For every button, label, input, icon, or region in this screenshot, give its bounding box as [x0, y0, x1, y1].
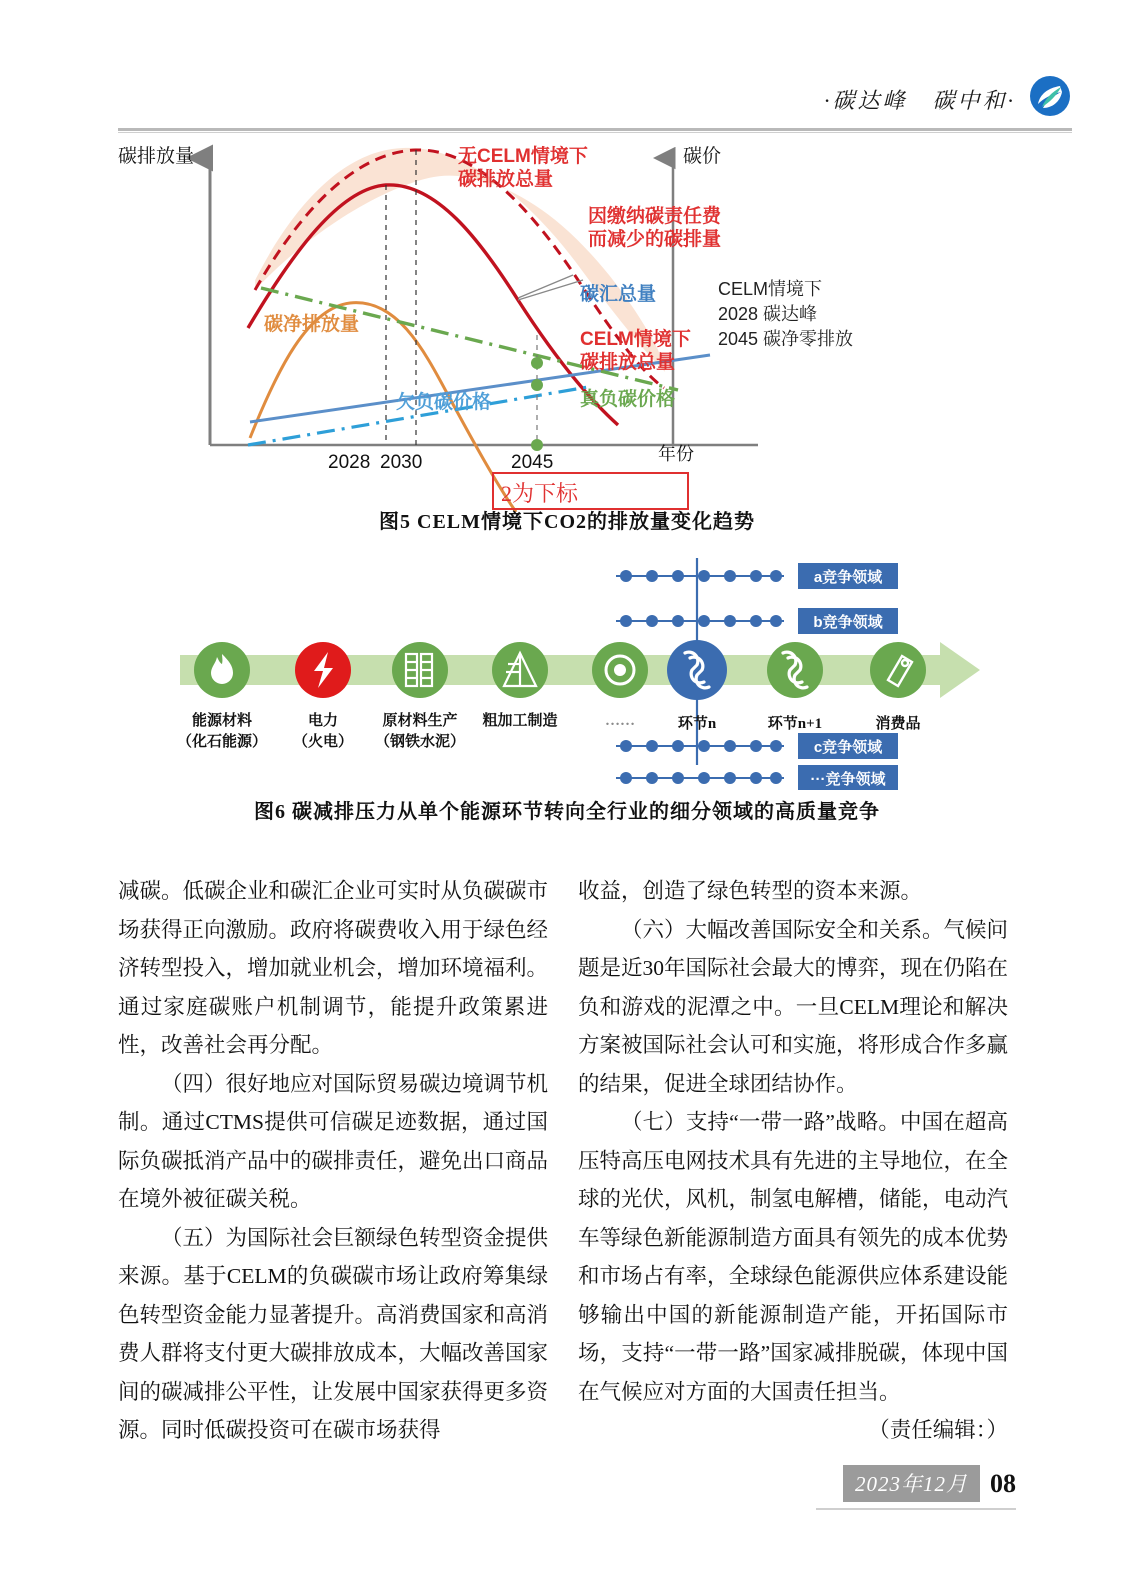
label-reduction-line2: 而减少的碳排量: [588, 229, 722, 250]
editor-note: （责任编辑：）: [868, 1418, 1008, 1442]
label-reduction-line1: 因缴纳碳责任费: [588, 206, 722, 227]
page-number: 08: [990, 1468, 1016, 1498]
chain-label-1-line2: （化石能源）: [176, 734, 268, 750]
label-celm-line1: CELM情境下: [580, 329, 691, 350]
x-tick-2045: 2045: [511, 452, 554, 473]
header-title: ·碳达峰 碳中和·: [823, 88, 1016, 113]
paragraph: （七）支持“一带一路”战略。中国在超高压特高压电网技术具有先进的主导地位，在全球的光伏，风机，制氢电解槽，储能，电动汽车等绿色新能源制造方面具有领先的成本优势和市场占有率，全球绿色能源供应体系建设能够输出中国的新能源制造产能，开拓国际市场，支持“一带一路”国家减排脱碳，体现中国在气候应对方面的大国责任担当。: [578, 1110, 1009, 1404]
badge-c-label: c竞争领域: [813, 739, 883, 756]
label-no-celm-line2: 碳排放总量: [458, 169, 554, 190]
leaf-logo-icon: [1028, 74, 1072, 118]
note-line3: 2045 碳净零排放: [718, 329, 854, 349]
note-line2: 2028 碳达峰: [718, 304, 818, 324]
x-axis-label: 年份: [658, 444, 694, 464]
chain-label-7-line1: 环节n+1: [767, 716, 823, 732]
x-tick-2028: 2028: [328, 452, 371, 473]
note-line1: CELM情境下: [718, 279, 823, 299]
page-header: [0, 78, 1134, 130]
chain-label-3-line2: （钢铁水泥）: [374, 734, 466, 750]
paragraph: （六）大幅改善国际安全和关系。气候问题是近30年国际社会最大的博弈，现在仍陷在负和游戏的泥潭之中。一旦CELM理论和解决方案被国际社会认可和实施，将形成合作多赢的结果，促进全球团结协作。: [578, 917, 1009, 1096]
chain-node-4: [492, 642, 548, 698]
label-no-celm-line1: 无CELM情境下: [458, 146, 588, 167]
chain-label-5-line1: ……: [605, 713, 635, 729]
chain-label-2-line1: 电力: [307, 713, 339, 729]
domain-row-c: [616, 733, 898, 759]
paragraph: 收益，创造了绿色转型的资本来源。: [578, 879, 923, 903]
chain-label-4-line1: 粗加工制造: [482, 713, 558, 729]
chain-label-3-line1: 原材料生产: [382, 713, 458, 729]
footer-divider: [816, 1508, 1016, 1510]
annotation-text: 2为下标: [501, 481, 579, 506]
footer-date: 2023年12月: [843, 1465, 980, 1502]
chain-node-7: [767, 642, 823, 698]
domain-row-d: [616, 765, 898, 790]
annotation-leader: [518, 280, 583, 300]
domain-row-b: [616, 608, 898, 634]
badge-d-label: ···竞争领域: [810, 771, 886, 788]
chain-node-8: [870, 642, 926, 698]
chain-node-1: [194, 642, 250, 698]
figure-5-chart: [118, 140, 1018, 540]
paragraph: （四）很好地应对国际贸易碳边境调节机制。通过CTMS提供可信碳足迹数据，通过国际负碳抵消产品中的碳排责任，避免出口商品在境外被征碳关税。: [118, 1071, 549, 1211]
chain-node-2: [295, 642, 351, 698]
body-column-right: [578, 872, 1008, 1450]
paragraph: 减碳。低碳企业和碳汇企业可实时从负碳碳市场获得正向激励。政府将碳费收入用于绿色经济转型投入，增加就业机会，增加环境福利。通过家庭碳账户机制调节，能提升政策累进性，改善社会再分配。: [118, 879, 549, 1057]
annotation-leader-sink: [518, 275, 573, 298]
chain-node-5: [592, 642, 648, 698]
page-footer: [843, 1465, 1016, 1502]
chain-label-6-line1: 环节n: [677, 716, 717, 732]
chain-label-1-line1: 能源材料: [191, 713, 253, 729]
chain-label-8-line1: 消费品: [875, 716, 921, 732]
y-axis-label-right: 碳价: [683, 146, 722, 167]
chain-node-6: [667, 640, 727, 700]
label-sink-total: 碳汇总量: [580, 284, 657, 305]
badge-b-label: b竞争领域: [813, 614, 883, 631]
label-price-owed: 欠负碳价格: [396, 392, 492, 413]
badge-a-label: a竞争领域: [813, 569, 883, 586]
paragraph: （五）为国际社会巨额绿色转型资金提供来源。基于CELM的负碳碳市场让政府筹集绿色转型资金能力显著提升。高消费国家和高消费人群将支付更大碳排放成本，大幅改善国家间的碳减排公平性，让发展中国家获得更多资源。同时低碳投资可在碳市场获得: [118, 1225, 549, 1442]
header-divider: [118, 128, 1072, 131]
figure-5-caption: 图5 CELM情境下CO2的排放量变化趋势: [379, 511, 755, 533]
figure-6-diagram: [150, 550, 1010, 790]
x-tick-2030: 2030: [380, 452, 423, 473]
domain-row-a: [616, 563, 898, 589]
y-axis-label-left: 碳排放量: [118, 146, 195, 167]
label-celm-line2: 碳排放总量: [580, 352, 676, 373]
chain-label-2-line2: （火电）: [292, 734, 354, 750]
label-price-true: 真负碳价格: [580, 389, 676, 410]
label-net-emission: 碳净排放量: [264, 314, 360, 335]
body-column-left: [118, 872, 548, 1450]
chain-node-3: [392, 642, 448, 698]
figure-6-caption: 图6 碳减排压力从单个能源环节转向全行业的细分领域的高质量竞争: [254, 801, 880, 823]
